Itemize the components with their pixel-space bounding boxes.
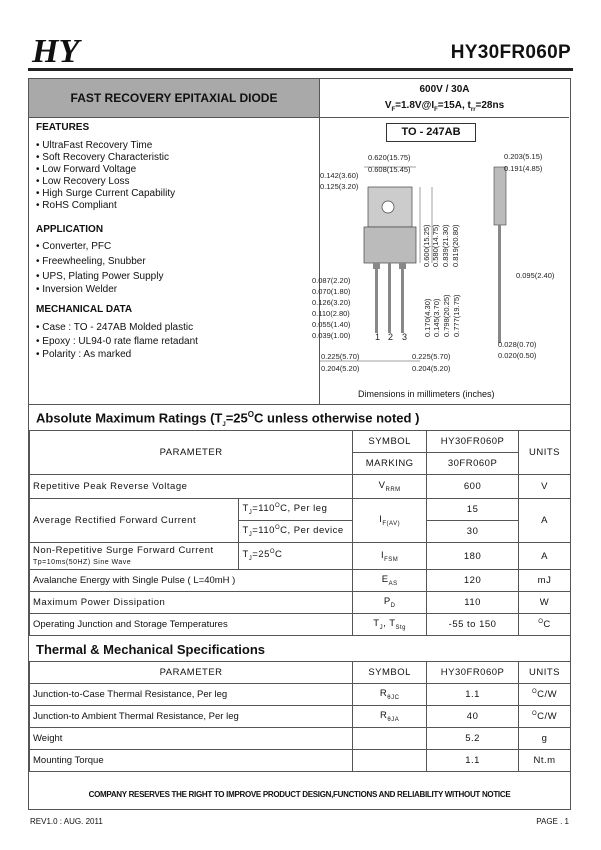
abs-max-title: Absolute Maximum Ratings ($T_J=25^OC$ unless otherwise noted )	[36, 410, 420, 428]
dim-label: 0.839(21.30)	[441, 224, 450, 267]
table-row: Avalanche Energy with Single Pulse ( L=40mH ) $E_{AS}$ 120 mJ	[30, 570, 571, 592]
pin-label: 1	[375, 332, 381, 342]
hy-logo	[30, 32, 126, 68]
table-row: Junction-to-Case Thermal Resistance, Per leg $R_{\theta JC}$ 1.1 $^O$C/W	[30, 684, 571, 706]
header-rule	[28, 68, 573, 71]
pin-label: 2	[388, 332, 394, 342]
list-item: • Polarity : As marked	[36, 349, 316, 361]
dim-label: 0.020(0.50)	[498, 351, 537, 360]
product-title: FAST RECOVERY EPITAXIAL DIODE	[29, 79, 320, 118]
column-header: HY30FR060P	[427, 662, 519, 684]
thermal-title: Thermal & Mechanical Specifications	[36, 642, 266, 657]
column-header: SYMBOL	[353, 662, 427, 684]
abs-max-table	[29, 430, 571, 636]
dim-label: 0.608(15.45)	[368, 165, 411, 174]
table-row: Weight 5.2 g	[30, 728, 571, 750]
table-row: Non-Repetitive Surge Forward Current Tp=10ms(50HZ) Sine Wave $T_J=25^OC$ $I_{FSM}$ 180 A	[30, 543, 571, 570]
dim-label: 0.142(3.60)	[320, 171, 359, 180]
features-section	[36, 122, 316, 212]
column-header: SYMBOL	[353, 431, 427, 453]
table-row: Average Rectified Forward Current $T_J=110^OC$, Per leg $I_{F(AV)}$ 15 A	[30, 499, 571, 521]
lead-3	[401, 263, 404, 333]
dim-label: 0.095(2.40)	[516, 271, 555, 280]
table-row: Repetitive Peak Reverse Voltage $V_{RRM}$ 600 V	[30, 475, 571, 499]
features-heading: FEATURES	[36, 122, 90, 133]
table-row: Operating Junction and Storage Temperatures $T_J$, $T_{Stg}$ -55 to 150 $^O$C	[30, 614, 571, 636]
spec-line-2: $V_F=1.8V@I_F=15A$, $t_{rr}=28ns$	[384, 100, 505, 113]
pin-label: 3	[402, 332, 408, 342]
mechanical-section	[36, 304, 316, 361]
list-item: • Case : TO - 247AB Molded plastic	[36, 320, 316, 335]
section-divider	[29, 404, 570, 405]
dim-label: 0.039(1.00)	[312, 331, 351, 340]
column-header: UNITS	[519, 662, 571, 684]
dimension-note: Dimensions in millimeters (inches)	[358, 389, 495, 399]
dim-label: 0.070(1.80)	[312, 287, 351, 296]
dim-label: 0.110(2.80)	[312, 309, 350, 318]
dim-label: 0.125(3.20)	[320, 182, 359, 191]
column-header: UNITS	[519, 431, 571, 475]
dim-label: 0.191(4.85)	[504, 164, 543, 173]
company-notice: COMPANY RESERVES THE RIGHT TO IMPROVE PRODUCT DESIGN,FUNCTIONS AND RELIABILITY WITHOUT NOTICE	[88, 790, 511, 799]
mechanical-heading: MECHANICAL DATA	[36, 304, 133, 315]
list-item: • RoHS Compliant	[36, 200, 316, 212]
dim-label: 0.819(20.80)	[451, 224, 460, 267]
dim-label: 0.203(5.15)	[504, 152, 543, 161]
list-item: • High Surge Current Capability	[36, 188, 316, 200]
column-header: 30FR060P	[427, 453, 519, 475]
thermal-table	[29, 661, 571, 772]
list-item: • Low Forward Voltage	[36, 164, 316, 176]
dim-label: 0.055(1.40)	[312, 320, 351, 329]
lead-1	[375, 263, 378, 333]
dim-label: 0.126(3.20)	[312, 298, 351, 307]
dim-label: 0.170(4.30)	[423, 298, 432, 337]
dim-label: 0.600(15.25)	[422, 224, 431, 267]
product-spec-summary	[320, 79, 569, 118]
column-header: PARAMETER	[30, 431, 353, 475]
list-item: • UPS, Plating Power Supply	[36, 269, 316, 284]
dim-label: 0.087(2.20)	[312, 276, 351, 285]
dim-label: 0.028(0.70)	[498, 340, 537, 349]
table-row: Junction-to Ambient Thermal Resistance, Per leg $R_{\theta JA}$ 40 $^O$C/W	[30, 706, 571, 728]
table-row: Mounting Torque 1.1 Nt.m	[30, 750, 571, 772]
list-item: • Epoxy : UL94-0 rate flame retadant	[36, 335, 316, 349]
dim-label: 0.620(15.75)	[368, 153, 411, 162]
table-row: Maximum Power Dissipation $P_D$ 110 W	[30, 592, 571, 614]
list-item: • UltraFast Recovery Time	[36, 140, 316, 152]
package-name: TO - 247AB	[386, 123, 476, 142]
dim-label: 0.580(14.75)	[431, 224, 440, 267]
list-item: • Freewheeling, Snubber	[36, 254, 316, 269]
dim-label: 0.225(5.70)	[321, 352, 360, 361]
package-body	[364, 227, 416, 263]
list-item: • Converter, PFC	[36, 239, 316, 254]
application-list	[36, 239, 316, 296]
dim-label: 0.204(5.20)	[321, 364, 360, 373]
revision-label: REV1.0 : AUG. 2011	[30, 817, 103, 826]
application-section	[36, 224, 316, 296]
spec-line-1: 600V / 30A	[419, 84, 470, 95]
logo-text: HY	[32, 33, 80, 70]
list-item: • Low Recovery Loss	[36, 176, 316, 188]
application-heading: APPLICATION	[36, 224, 104, 235]
column-header: HY30FR060P	[427, 431, 519, 453]
side-view-lead	[498, 225, 501, 343]
features-list	[36, 140, 316, 212]
side-view-body	[494, 167, 506, 225]
package-drawing	[312, 145, 569, 385]
dim-label: 0.777(19.75)	[452, 294, 461, 337]
lead-2	[388, 263, 391, 333]
column-header: PARAMETER	[30, 662, 353, 684]
mounting-hole	[382, 201, 394, 213]
dim-label: 0.798(20.25)	[442, 294, 451, 337]
dim-label: 0.204(5.20)	[412, 364, 451, 373]
list-item: • Soft Recovery Characteristic	[36, 152, 316, 164]
dim-label: 0.225(5.70)	[412, 352, 451, 361]
dim-label: 0.145(3.70)	[432, 298, 441, 337]
mechanical-list	[36, 320, 316, 361]
column-header: MARKING	[353, 453, 427, 475]
table-row: $T_J=110^OC$, Per device 30	[30, 521, 571, 543]
list-item: • Inversion Welder	[36, 284, 316, 296]
page-number: PAGE . 1	[536, 817, 569, 826]
part-number: HY30FR060P	[450, 42, 571, 63]
